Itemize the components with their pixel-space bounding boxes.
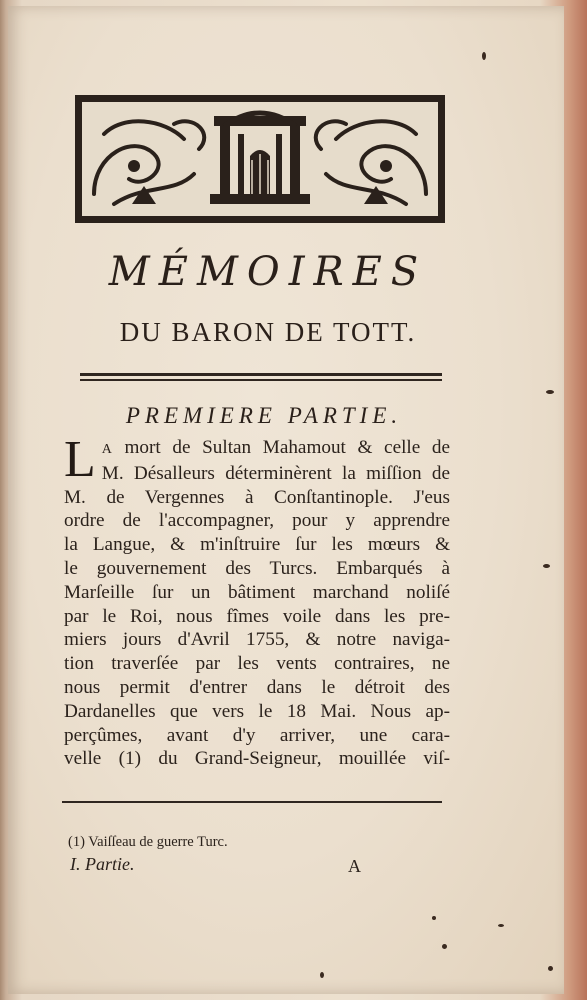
double-rule [80, 370, 442, 384]
book-title: MÉMOIRES [108, 249, 428, 295]
text-line: Marſeille ſur un bâtiment marchand noliſé [64, 581, 450, 603]
footnote-rule [62, 801, 442, 803]
footnote: (1) Vaiſſeau de guerre Turc. [68, 834, 228, 850]
headpiece-ornament [74, 94, 446, 224]
text-line: A mort de Sultan Mahamout & celle de [101, 437, 450, 458]
body-text [64, 431, 450, 771]
text-line: Dardanelles que vers le 18 Mai. Nous ap- [64, 700, 450, 722]
paper-spot [548, 966, 553, 971]
paper-spot [432, 916, 436, 920]
signature-mark: A [348, 856, 361, 876]
text-line: perçûmes, avant d'y arriver, une cara- [64, 724, 450, 746]
text-line: la Langue, & m'inſtruire ſur les mœurs & [64, 534, 450, 556]
book-subtitle: DU BARON DE TOTT. [119, 317, 417, 347]
paper-spot [498, 924, 504, 927]
text-line: par le Roi, nous fîmes voile dans les pre- [64, 605, 450, 627]
part-heading: PREMIERE PARTIE. [125, 403, 403, 428]
text-line: le gouvernement des Turcs. Embarqués à [64, 557, 450, 579]
text-line: miers jours d'Avril 1755, & notre naviga- [64, 629, 450, 651]
text-line: nous permit d'entrer dans le détroit des [64, 676, 450, 698]
paper-spot [320, 972, 324, 978]
page [8, 6, 564, 994]
text-line: tion traverſée par les vents contraires, ne [64, 653, 450, 675]
paper-spot [543, 564, 550, 568]
text-line: velle (1) du Grand-Seigneur, mouillée viſ- [64, 748, 450, 770]
paper-spot [546, 390, 554, 394]
paper-spot [442, 944, 447, 949]
small-cap: A [101, 442, 113, 457]
part-label: I. Partie. [70, 854, 135, 874]
paper-spot [482, 52, 486, 60]
text-line: M. Désalleurs déterminèrent la miſſion de [101, 462, 450, 484]
drop-cap: L [64, 431, 96, 488]
text-line: M. de Vergennes à Conſtantinople. J'eus [64, 486, 450, 508]
text-line: ordre de l'accompagner, pour y apprendre [64, 510, 450, 532]
